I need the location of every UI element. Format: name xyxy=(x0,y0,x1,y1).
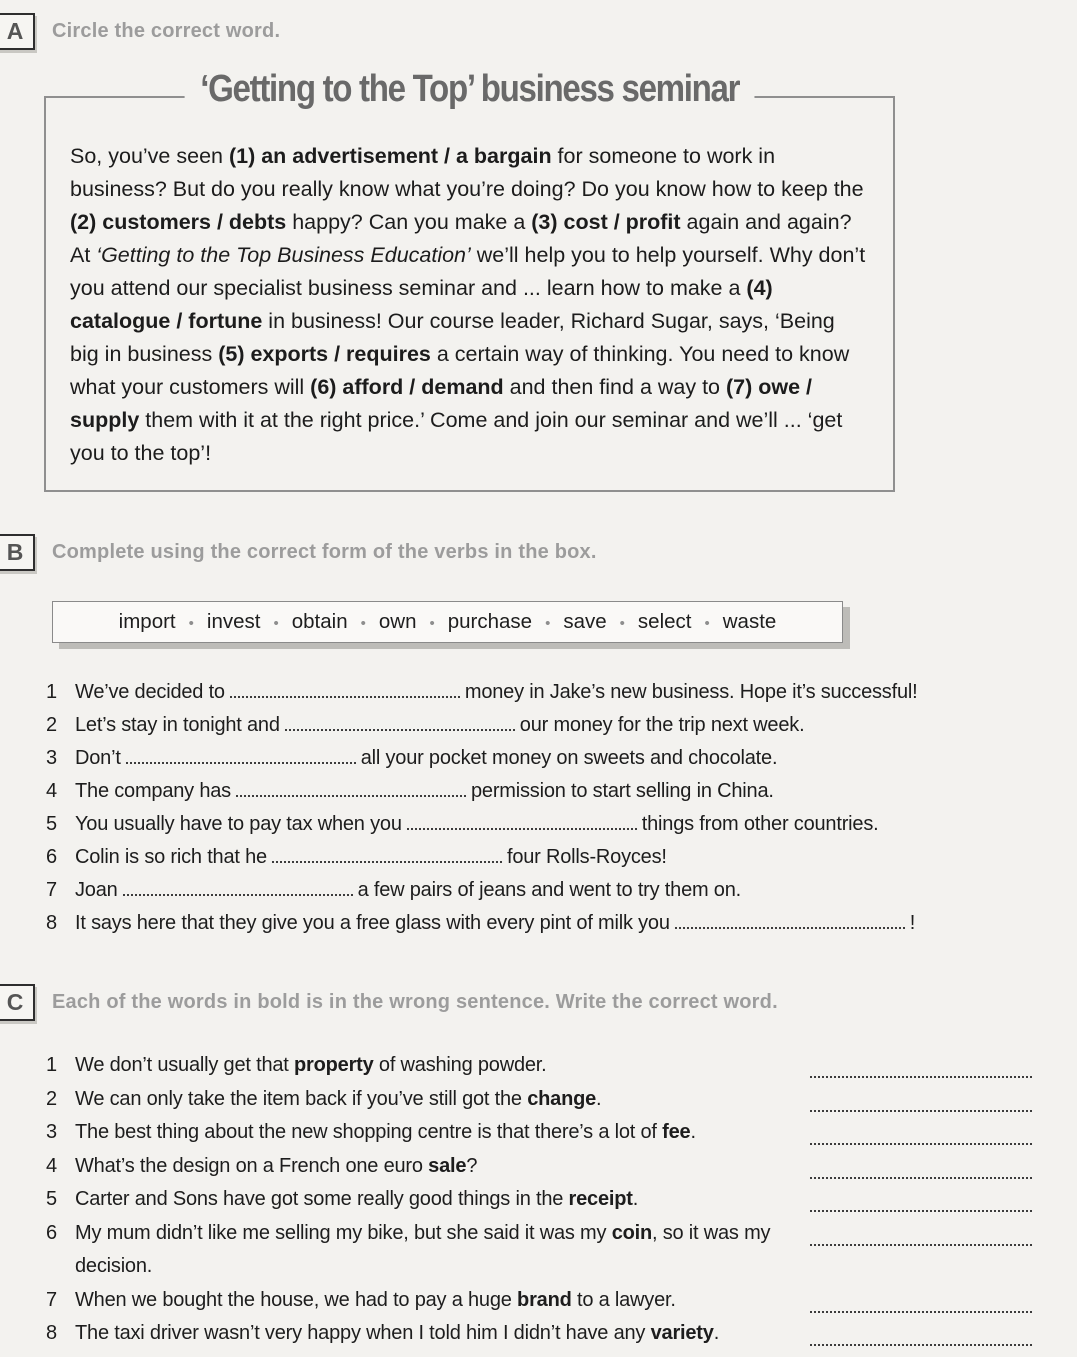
text-segment: When we bought the house, we had to pay a huge xyxy=(75,1288,518,1311)
sentence-pre: You usually have to pay tax when you xyxy=(75,813,402,835)
item-number: 7 xyxy=(46,879,57,901)
answer-blank xyxy=(810,1284,1032,1313)
bold-word: receipt xyxy=(568,1188,633,1210)
item-number: 6 xyxy=(46,1221,58,1244)
wrong-word-item xyxy=(46,1317,1032,1351)
text-segment: The best thing about the new shopping centre is that there’s a lot of xyxy=(75,1121,663,1143)
bold-word: (7) owe / supply xyxy=(70,375,813,432)
wrong-word-item xyxy=(46,1183,1032,1217)
sentence-post: our money for the trip next week. xyxy=(519,714,805,736)
verb-option: import xyxy=(118,610,176,633)
bold-word: (5) exports / requires xyxy=(218,342,431,366)
sentence xyxy=(75,1317,775,1351)
section-b-list xyxy=(46,676,1077,940)
text-segment: for someone to work in business? But do you really know what you’re doing? Do you know how to keep the xyxy=(70,144,864,201)
section-b-label: B xyxy=(0,534,35,571)
seminar-title: ‘Getting to the Top’ business seminar xyxy=(184,68,754,111)
section-b xyxy=(0,534,1077,940)
item-number: 8 xyxy=(46,1322,58,1344)
text-segment: to a lawyer. xyxy=(571,1288,676,1311)
text-segment: happy? Can you make a xyxy=(286,210,532,234)
bullet-separator-icon: • xyxy=(273,615,279,632)
answer-blank xyxy=(285,725,515,731)
section-a xyxy=(0,0,1077,492)
text-segment: We don’t usually get that xyxy=(75,1054,295,1076)
text-segment: My mum didn’t like me selling my bike, but she said it was my xyxy=(75,1221,612,1244)
bold-word: (2) customers / debts xyxy=(70,210,287,234)
text-segment: of washing powder. xyxy=(373,1054,547,1076)
bold-word: (4) catalogue / fortune xyxy=(70,276,773,333)
fill-blank-item xyxy=(46,874,1077,907)
item-number: 8 xyxy=(46,912,57,934)
text-segment: Carter and Sons have got some really good things in the xyxy=(75,1188,569,1210)
verb-option: invest xyxy=(206,610,261,633)
section-a-instruction: Circle the correct word. xyxy=(52,20,281,42)
text-segment: . xyxy=(632,1188,639,1210)
sentence xyxy=(75,1083,775,1117)
text-segment: a certain way of thinking. You need to know what your customers will xyxy=(70,342,850,399)
seminar-box xyxy=(44,68,895,492)
text-segment: and then find a way to xyxy=(503,375,726,399)
sentence-pre: The company has xyxy=(75,780,231,802)
bold-word: property xyxy=(294,1054,374,1076)
bold-word: fee xyxy=(662,1121,691,1143)
answer-blank xyxy=(236,791,466,797)
wrong-word-item xyxy=(46,1116,1032,1150)
answer-blank xyxy=(272,857,502,863)
text-segment: . xyxy=(690,1121,696,1143)
item-number: 1 xyxy=(46,681,57,703)
text-segment: The taxi driver wasn’t very happy when I told him I didn’t have any xyxy=(75,1322,651,1344)
verb-option: obtain xyxy=(291,610,348,633)
bold-word: (1) an advertisement / a bargain xyxy=(228,144,552,168)
verb-option: select xyxy=(637,610,692,633)
seminar-paragraph xyxy=(70,140,867,470)
verb-option: purchase xyxy=(447,610,533,633)
sentence-post: four Rolls-Royces! xyxy=(506,846,667,868)
bold-word: (6) afford / demand xyxy=(310,375,504,399)
wrong-word-item xyxy=(46,1049,1032,1083)
answer-blank xyxy=(810,1183,1032,1212)
sentence xyxy=(75,1183,775,1217)
bold-word: variety xyxy=(650,1322,714,1344)
verb-box xyxy=(52,601,843,643)
section-b-header xyxy=(0,534,1077,571)
fill-blank-item xyxy=(46,907,1077,940)
sentence-pre: Colin is so rich that he xyxy=(75,846,267,868)
section-c-header xyxy=(0,984,1077,1021)
text-segment: ? xyxy=(466,1154,478,1177)
sentence-post: money in Jake’s new business. Hope it’s successful! xyxy=(464,681,918,703)
sentence-pre: We’ve decided to xyxy=(75,681,225,703)
bullet-separator-icon: • xyxy=(188,615,194,632)
text-segment: What’s the design on a French one euro xyxy=(75,1154,429,1177)
seminar-title-wrap xyxy=(46,68,893,111)
item-number: 1 xyxy=(46,1054,58,1076)
answer-blank xyxy=(810,1217,1032,1246)
section-c xyxy=(0,984,1077,1351)
sentence xyxy=(75,1217,775,1284)
wrong-word-item xyxy=(46,1217,1032,1284)
answer-blank xyxy=(230,692,460,698)
bold-word: sale xyxy=(428,1154,467,1177)
section-c-instruction: Each of the words in bold is in the wrong sentence. Write the correct word. xyxy=(52,991,778,1013)
answer-blank xyxy=(810,1150,1032,1179)
verb-option: own xyxy=(378,610,417,633)
item-number: 2 xyxy=(46,1087,58,1110)
text-segment: , so it was my decision. xyxy=(75,1221,771,1277)
fill-blank-item xyxy=(46,841,1077,874)
wrong-word-item xyxy=(46,1284,1032,1318)
answer-blank xyxy=(407,824,637,830)
section-a-label: A xyxy=(0,13,35,50)
sentence-post: things from other countries. xyxy=(641,813,879,835)
section-b-instruction: Complete using the correct form of the verbs in the box. xyxy=(52,541,597,563)
section-c-label: C xyxy=(0,984,35,1021)
text-segment: them with it at the right price.’ Come and join our seminar and we’ll ... ‘get you to the top’! xyxy=(70,408,843,465)
bullet-separator-icon: • xyxy=(619,615,625,632)
answer-blank xyxy=(810,1049,1032,1078)
fill-blank-item xyxy=(46,775,1077,808)
sentence xyxy=(75,1150,775,1184)
wrong-word-item xyxy=(46,1150,1032,1184)
sentence-post: all your pocket money on sweets and chocolate. xyxy=(360,747,778,769)
bold-word: (3) cost / profit xyxy=(531,210,681,234)
text-segment: we’ll help you to help yourself. Why don’t you attend our specialist business seminar and ... learn how to make a xyxy=(70,243,866,300)
answer-blank xyxy=(126,758,356,764)
sentence-pre: Don’t xyxy=(75,747,121,769)
sentence-post: ! xyxy=(909,912,916,934)
fill-blank-item xyxy=(46,808,1077,841)
item-number: 2 xyxy=(46,714,57,736)
bullet-separator-icon: • xyxy=(704,615,710,632)
item-number: 3 xyxy=(46,1121,58,1143)
answer-blank xyxy=(810,1317,1032,1346)
text-segment: So, you’ve seen xyxy=(70,144,229,168)
item-number: 4 xyxy=(46,780,57,802)
item-number: 5 xyxy=(46,1188,58,1210)
sentence xyxy=(75,1116,775,1150)
answer-blank xyxy=(123,890,353,896)
answer-blank xyxy=(810,1083,1032,1112)
sentence xyxy=(75,1049,775,1083)
bullet-separator-icon: • xyxy=(360,615,366,632)
verb-option: save xyxy=(563,610,607,633)
sentence-post: a few pairs of jeans and went to try them on. xyxy=(357,879,742,901)
item-number: 4 xyxy=(46,1154,58,1177)
wrong-word-item xyxy=(46,1083,1032,1117)
sentence-post: permission to start selling in China. xyxy=(470,780,774,802)
verb-option: waste xyxy=(722,610,777,633)
item-number: 6 xyxy=(46,846,57,868)
sentence xyxy=(75,1284,775,1318)
answer-blank xyxy=(675,923,905,929)
item-number: 3 xyxy=(46,747,57,769)
fill-blank-item xyxy=(46,676,1077,709)
bold-word: brand xyxy=(517,1288,572,1311)
sentence-pre: It says here that they give you a free glass with every pint of milk you xyxy=(75,912,670,934)
answer-blank xyxy=(810,1116,1032,1145)
sentence-pre: Joan xyxy=(75,879,118,901)
item-number: 5 xyxy=(46,813,57,835)
text-segment: We can only take the item back if you’ve still got the xyxy=(75,1087,528,1110)
sentence-pre: Let’s stay in tonight and xyxy=(75,714,280,736)
bold-word: coin xyxy=(611,1221,653,1244)
section-c-list xyxy=(46,1049,1032,1351)
bold-word: change xyxy=(527,1087,597,1110)
fill-blank-item xyxy=(46,709,1077,742)
section-a-header xyxy=(0,13,1077,50)
bullet-separator-icon: • xyxy=(545,615,551,632)
text-segment: in business! Our course leader, Richard Sugar, says, ‘Being big in business xyxy=(70,309,835,366)
text-segment: . xyxy=(713,1322,720,1344)
bullet-separator-icon: • xyxy=(429,615,435,632)
item-number: 7 xyxy=(46,1288,58,1311)
text-segment: ‘Getting to the Top Business Education’ xyxy=(96,243,471,267)
text-segment: again and again? At xyxy=(70,210,852,267)
fill-blank-item xyxy=(46,742,1077,775)
text-segment: . xyxy=(596,1087,602,1110)
